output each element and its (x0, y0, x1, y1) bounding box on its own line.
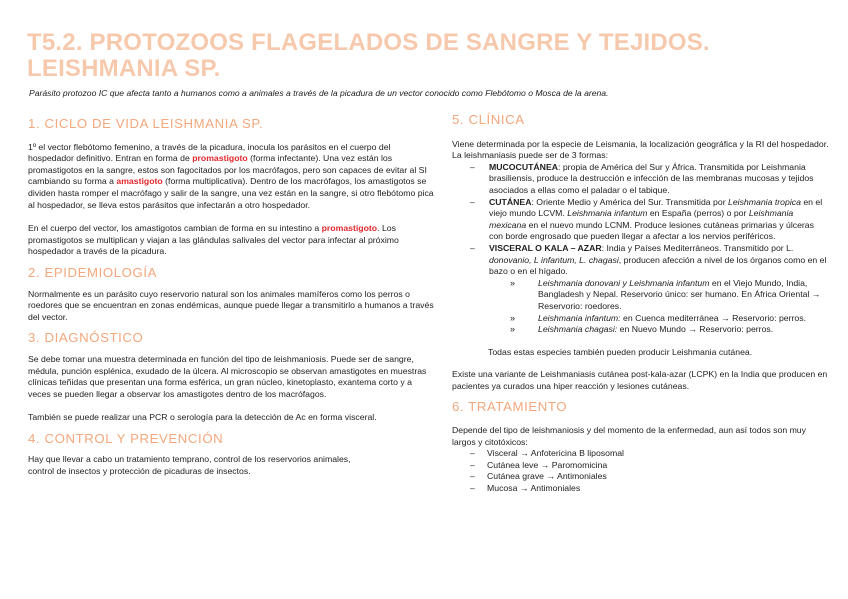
species-name: donovanio, L infantum, L. chagasi (489, 254, 619, 265)
title-line-1: T5.2. PROTOZOOS FLAGELADOS DE SANGRE Y TEJIDOS. (27, 29, 710, 56)
tratamiento-intro: Depende del tipo de leishmaniosis y del momento de la enfermedad, aun así todos son muy largos y citotóxicos: (452, 425, 806, 447)
species-name: Leishmania mexicana (489, 208, 794, 230)
clinica-intro: Viene determinada por la especie de Leismania, la localización geográfica y la RI del hospedador. La leishmaniasis puede ser de 3 formas: (452, 138, 829, 161)
text-span: en España (perros) o por (647, 208, 749, 219)
right-column (452, 112, 830, 495)
text-span: en Cuenca mediterránea → Reservorio: perros. (620, 312, 806, 323)
text-span: en el viejo mundo LCVM. (489, 196, 823, 219)
clinica-pkdl: Existe una variante de Leishmaniasis cutánea post-kala-azar (LCPK) en la India que producen en pacientes ya curados una hiper reacción y lesiones cutáneas. (452, 369, 828, 391)
text-span: 1º el vector flebótomo femenino, a través de la picadura, inocula los parásitos en el cuerpo del hospedador definitivo. Entran en forma de (28, 141, 391, 164)
species-name: Leishmania infantum (567, 208, 648, 219)
term-visceral: VISCERAL O KALA – AZAR (489, 242, 602, 253)
species-name: Leishmania tropica (728, 196, 801, 207)
section-heading-epidemiologia: 2. EPIDEMIOLOGÍA (28, 264, 158, 280)
list-item (452, 162, 830, 197)
section-heading-ciclo: 1. CICLO DE VIDA LEISHMANIA SP. (28, 116, 264, 131)
ciclo-paragraph-2 (28, 223, 436, 258)
left-column (28, 112, 436, 478)
text-span: : India y Países Mediterráneos. Transmitido por L. (601, 242, 794, 253)
list-item: – Visceral → Anfotericina B liposomal (452, 448, 830, 460)
species-name: Leishmania chagasi: (538, 324, 618, 335)
clinica-note: Todas estas especies también pueden producir Leishmania cutánea. (488, 346, 753, 357)
list-item: – Cutánea leve → Paromomicina (452, 460, 830, 472)
highlight-promastigoto: promastigoto (192, 153, 248, 164)
text-span: , producen afección a nivel de los órganos como en el bazo o en el hígado. (489, 254, 827, 277)
page-subtitle: Parásito protozoo IC que afecta tanto a humanos como a animales a través de la picadura de un vector conocido como Flebótomo o Mosca de la arena. (29, 88, 609, 98)
highlight-amastigoto: amastigoto (116, 176, 163, 187)
species-name: Leishmania donovani y Leishmania infantum (538, 277, 710, 288)
list-item (452, 243, 830, 278)
control-paragraph: Hay que llevar a cabo un tratamiento temprano, control de los reservorios animales, control de insectos y protección de picaduras de insectos. (28, 454, 351, 477)
section-heading-control: 4. CONTROL Y PREVENCIÓN (28, 430, 224, 446)
term-cutanea: CUTÁNEA (489, 196, 532, 207)
text-span: (forma multiplicativa). Dentro de los macrófagos, los amastigotos se dividen hasta romper el macrófago y salir de la sangre, una vez están en la sangre, si otro flebótomo pica al hospedador, se lleva estos parásitos que infectarán a otro hospedador. (28, 176, 434, 210)
section-heading-clinica: 5. CLÍNICA (452, 112, 525, 127)
list-item (452, 197, 830, 243)
page-title (27, 30, 827, 82)
section-heading-tratamiento: 6. TRATAMIENTO (452, 399, 568, 415)
text-span: En el cuerpo del vector, los amastigotos cambian de forma en su intestino a (28, 223, 322, 234)
visceral-sublist (452, 278, 830, 336)
species-name: Leishmania infantum: (538, 312, 621, 323)
diagnostico-paragraph-1: Se debe tomar una muestra determinada en función del tipo de leishmaniosis. Puede ser de sangre, médula, punción esplénica, exudado de la úlcera. Al microscopio se observan amastigotes en muestras clínicas teñidas que presentan una forma esférica, un gran núcleo, kinetoplasto, exantema corto y a veces se pueden llegar a observar los amastigotes dentro de los macrófagos. (28, 353, 427, 399)
highlight-promastigoto: promastigoto (321, 223, 378, 234)
text-span: en el Viejo Mundo, India, Bangladesh y Nepal. Reservorio único: ser humano. En África Oriental → Reservorio: roedores. (538, 277, 821, 311)
text-span: : propia de América del Sur y África. Transmitida por Leishmania brasiliensis, produce la destrucción e infección de las membranas mucosas y tejidos asociados a ellas como el paladar o el tabique. (489, 161, 814, 195)
tratamiento-list (452, 448, 830, 494)
term-mucocutanea: MUCOCUTÁNEA (489, 161, 559, 172)
list-item (452, 324, 830, 336)
diagnostico-paragraph-2: También se puede realizar una PCR o serología para la detección de Ac en forma visceral. (28, 412, 377, 423)
list-item: – Cutánea grave → Antimoniales (452, 471, 830, 483)
text-span: en Nuevo Mundo → Reservorio: perros. (617, 324, 774, 335)
ciclo-paragraph-1 (28, 142, 436, 212)
list-item (452, 313, 830, 325)
text-span: : Oriente Medio y América del Sur. Transmitida por (531, 196, 728, 207)
list-item: – Mucosa → Antimoniales (452, 483, 830, 495)
text-span: (forma infectante). Una vez están los promastigotos en la sangre, estos son fagocitados por los macrófagos, pero son capaces de evitar al SI cambiando su forma a (28, 153, 427, 187)
title-line-2: LEISHMANIA SP. (27, 55, 221, 82)
text-span: . Los promastigotos se multiplican y viajan a las glándulas salivales del vector para infectar al próximo hospedador a través de la picadura. (28, 223, 399, 257)
epidemiologia-paragraph: Normalmente es un parásito cuyo reservorio natural son los animales mamíferos como los perros o roedores que se encuentran en zonas endémicas, aunque puede llegar a transmitirlo a humanos a través del vector. (28, 288, 434, 322)
text-span: en el nuevo mundo LCNM. Produce lesiones cutáneas primarias y úlceras con borde engrosado que pueden llegar a afectar a los nervios periféricos. (489, 219, 814, 242)
clinica-forms-list (452, 162, 830, 278)
section-heading-diagnostico: 3. DIAGNÓSTICO (28, 330, 144, 346)
list-item (452, 278, 830, 313)
